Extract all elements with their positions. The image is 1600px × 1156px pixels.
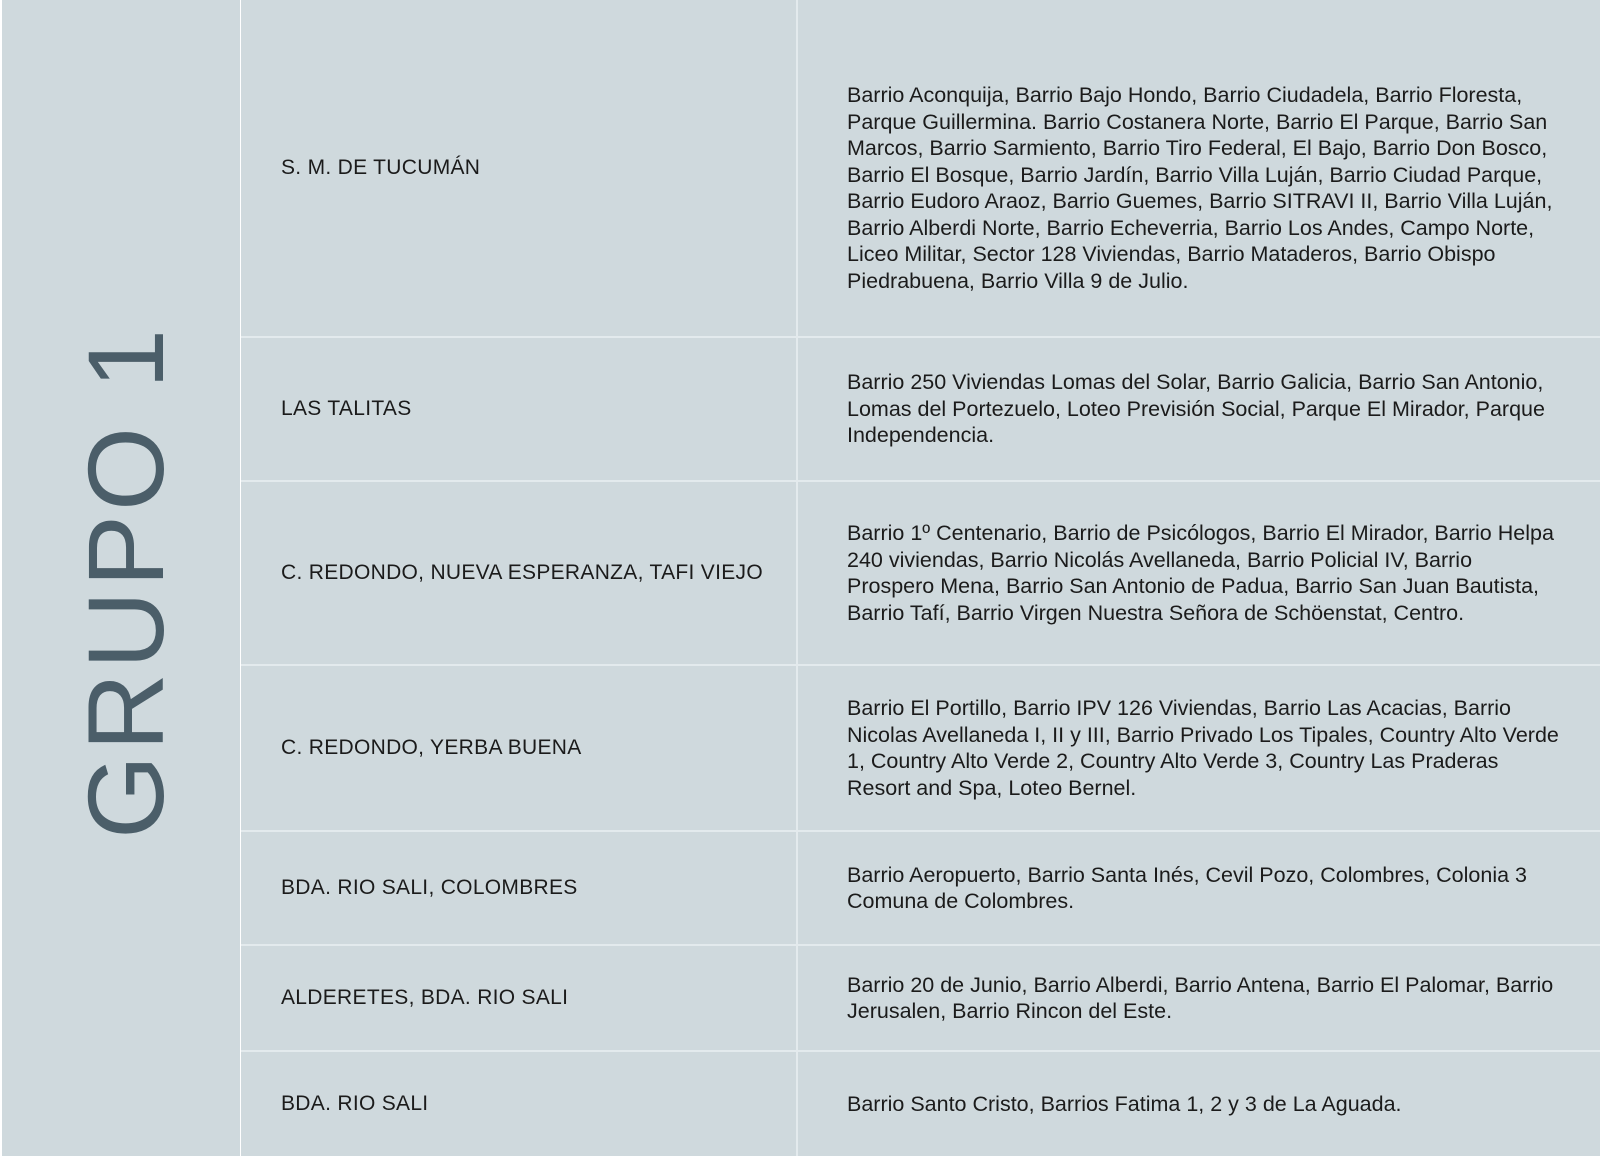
localities-table <box>241 0 1600 1156</box>
group-title: GRUPO 1 <box>65 324 186 840</box>
barrios-text: Barrio 20 de Junio, Barrio Alberdi, Barrio Antena, Barrio El Palomar, Barrio Jerusalen, Barrio Rincon del Este. <box>847 972 1554 1023</box>
barrios-text: Barrio El Portillo, Barrio IPV 126 Viviendas, Barrio Las Acacias, Barrio Nicolas Avellaneda I, II y III, Barrio Privado Los Tipales, Country Alto Verde 1, Country Alto Verde 2, Country Alto Verde 3, Country Las Praderas Resort and Spa, Loteo Bernel. <box>847 696 1559 800</box>
city-cell: C. REDONDO, NUEVA ESPERANZA, TAFI VIEJO <box>241 482 798 664</box>
city-cell: C. REDONDO, YERBA BUENA <box>241 666 798 830</box>
barrios-text: Barrio 1º Centenario, Barrio de Psicólogos, Barrio El Mirador, Barrio Helpa 240 viviendas, Barrio Nicolás Avellaneda, Barrio Policial IV, Barrio Prospero Mena, Barrio San Antonio de Padua, Barrio San Juan Bautista, Barrio Tafí, Barrio Virgen Nuestra Señora de Schöenstat, Centro. <box>847 521 1554 625</box>
barrios-text: Barrio Aconquija, Barrio Bajo Hondo, Barrio Ciudadela, Barrio Floresta, Parque Guillermina. Barrio Costanera Norte, Barrio El Parque, Barrio San Marcos, Barrio Sarmiento, Barrio Tiro Federal, El Bajo, Barrio Don Bosco, Barrio El Bosque, Barrio Jardín, Barrio Villa Luján, Barrio Ciudad Parque, Barrio Eudoro Araoz, Barrio Guemes, Barrio SITRAVI II, Barrio Villa Luján, Barrio Alberdi Norte, Barrio Echeverria, Barrio Los Andes, Campo Norte, Liceo Militar, Sector 128 Viviendas, Barrio Mataderos, Barrio Obispo Piedrabuena, Barrio Villa 9 de Julio. <box>847 83 1553 293</box>
table-row <box>241 1052 1600 1156</box>
barrios-cell <box>798 482 1600 664</box>
barrios-cell <box>798 832 1600 944</box>
barrios-cell <box>798 0 1600 336</box>
table-row <box>241 482 1600 664</box>
barrios-cell <box>798 338 1600 480</box>
city-cell: ALDERETES, BDA. RIO SALI <box>241 946 798 1050</box>
table-row <box>241 338 1600 480</box>
barrios-cell <box>798 666 1600 830</box>
table-row <box>241 832 1600 944</box>
group-column <box>2 0 240 1156</box>
barrios-cell <box>798 1052 1600 1156</box>
city-cell: BDA. RIO SALI <box>241 1052 798 1156</box>
table-row <box>241 0 1600 336</box>
city-cell: LAS TALITAS <box>241 338 798 480</box>
barrios-text: Barrio Aeropuerto, Barrio Santa Inés, Cevil Pozo, Colombres, Colonia 3 Comuna de Colombres. <box>847 862 1527 913</box>
table-row <box>241 946 1600 1050</box>
barrios-text: Barrio 250 Viviendas Lomas del Solar, Barrio Galicia, Barrio San Antonio, Lomas del Portezuelo, Loteo Previsión Social, Parque El Mirador, Parque Independencia. <box>847 370 1545 448</box>
city-cell: BDA. RIO SALI, COLOMBRES <box>241 832 798 944</box>
table-row <box>241 666 1600 830</box>
city-cell: S. M. DE TUCUMÁN <box>241 0 798 336</box>
barrios-text: Barrio Santo Cristo, Barrios Fatima 1, 2 y 3 de La Aguada. <box>847 1091 1402 1116</box>
barrios-cell <box>798 946 1600 1050</box>
